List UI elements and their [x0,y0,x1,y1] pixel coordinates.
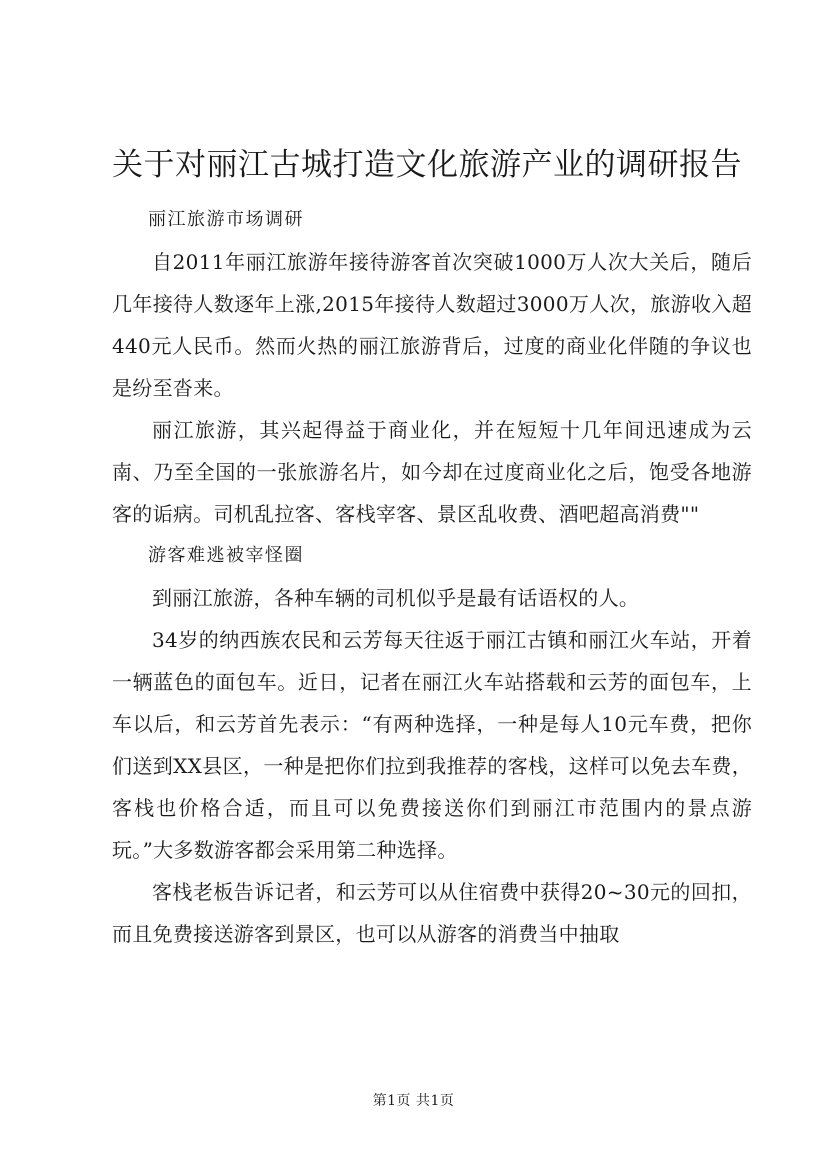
section-heading-tourist-trap: 游客难逃被宰怪圈 [148,545,304,566]
paragraph-driver-story: 34岁的纳西族农民和云芳每天往返于丽江古镇和丽江火车站，开着一辆蓝色的面包车。近日，记者在丽江火车站搭载和云芳的面包车，上车以后，和云芳首先表示：“有两种选择，一种是每人10元车费，把你们送到XX县区，一种是把你们拉到我推荐的客栈，这样可以免去车费，客栈也价格合适，而且可以免费接送你们到丽江市范围内的景点游玩。”大多数游客都会采用第二种选择。 [112,628,752,862]
document-title: 关于对丽江古城打造文化旅游产业的调研报告 [112,147,742,183]
document-body [112,199,752,955]
paragraph-visitor-statistics: 自2011年丽江旅游年接待游客首次突破1000万人次大关后，随后几年接待人数逐年上涨,2015年接待人数超过3000万人次，旅游收入超440元人民币。然而火热的丽江旅游背后，过度的商业化伴随的争议也是纷至沓来。 [112,250,752,400]
section-heading-market-research: 丽江旅游市场调研 [148,209,304,230]
paragraph-inn-kickback: 客栈老板告诉记者，和云芳可以从住宿费中获得20~30元的回扣，而且免费接送游客到景区，也可以从游客的消费当中抽取 [112,880,752,946]
page-footer: 第1页 共1页 [372,1093,455,1109]
paragraph-drivers: 到丽江旅游，各种车辆的司机似乎是最有话语权的人。 [152,586,640,610]
paragraph-commercialization: 丽江旅游，其兴起得益于商业化，并在短短十几年间迅速成为云南、乃至全国的一张旅游名片，如今却在过度商业化之后，饱受各地游客的诟病。司机乱拉客、客栈宰客、景区乱收费、酒吧超高消费"" [112,418,752,526]
